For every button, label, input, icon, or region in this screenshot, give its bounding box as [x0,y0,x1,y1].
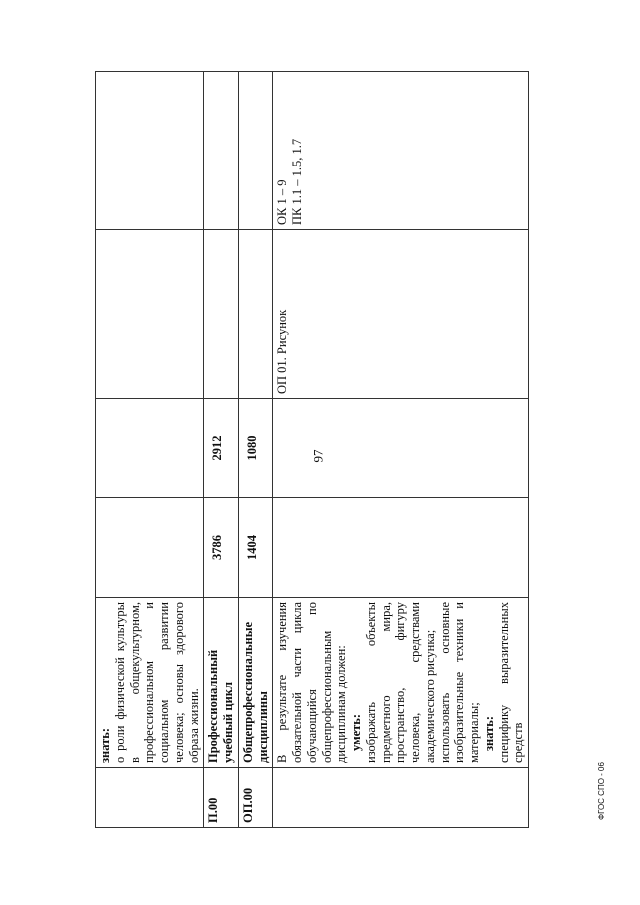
table-row [204,72,239,828]
total-hours-cell: 3786 [204,498,239,598]
competency-line: ОК 1 – 9 [275,179,290,225]
table-row [238,72,273,828]
discipline-cell [238,230,273,399]
knowledge-text: о роли физической культуры в общекультурном, профессиональном и социальном развитии человека; основы здорового образа жизни. [112,602,201,763]
code-cell [273,768,529,828]
total-hours-cell: 1404 [238,498,273,598]
table-row [96,72,204,828]
name-cell [273,598,529,768]
total-hours-cell [96,498,204,598]
code-cell: ОП.00 [238,768,273,828]
knowledge-label: знать: [98,727,112,763]
competencies-cell [273,72,529,230]
competency-line: ПК 1.1 – 1.5, 1.7 [290,138,304,225]
skills-label: уметь: [349,713,363,751]
cycle-hours-cell: 2912 [204,399,239,498]
cycle-hours-cell [96,399,204,498]
name-cell: Профессиональный учебный цикл [204,598,239,768]
cycle-hours-cell [273,399,529,498]
knowledge-label: знать: [481,715,496,751]
skill-item: изображать объекты предметного мира, пространство, фигуру человека, средствами академического рисунка; [363,602,437,763]
total-hours-cell [273,498,529,598]
knowledge-text: специфику выразительных средств [496,602,526,763]
competencies-cell [204,72,239,230]
discipline-cell [96,230,204,399]
discipline-cell: ОП 01. Рисунок [273,230,529,399]
code-cell [96,768,204,828]
intro-text: В результате изучения обязательной части цикла обучающийся по общепрофессиональным дисциплинам должен: [275,602,349,763]
discipline-cell [204,230,239,399]
code-cell: П.00 [204,768,239,828]
competencies-cell [96,72,204,230]
name-cell [96,598,204,768]
curriculum-table [95,71,529,828]
footer-text: ФГОС СПО - 06 [597,762,606,820]
rotated-table-container [95,72,526,828]
table-row [273,72,529,828]
competencies-cell [238,72,273,230]
skill-item: использовать основные изобразительные техники и материалы; [437,602,481,763]
page-number: 97 [310,449,326,463]
name-cell: Общепрофессиональные дисциплины [238,598,273,768]
cycle-hours-cell: 1080 [238,399,273,498]
